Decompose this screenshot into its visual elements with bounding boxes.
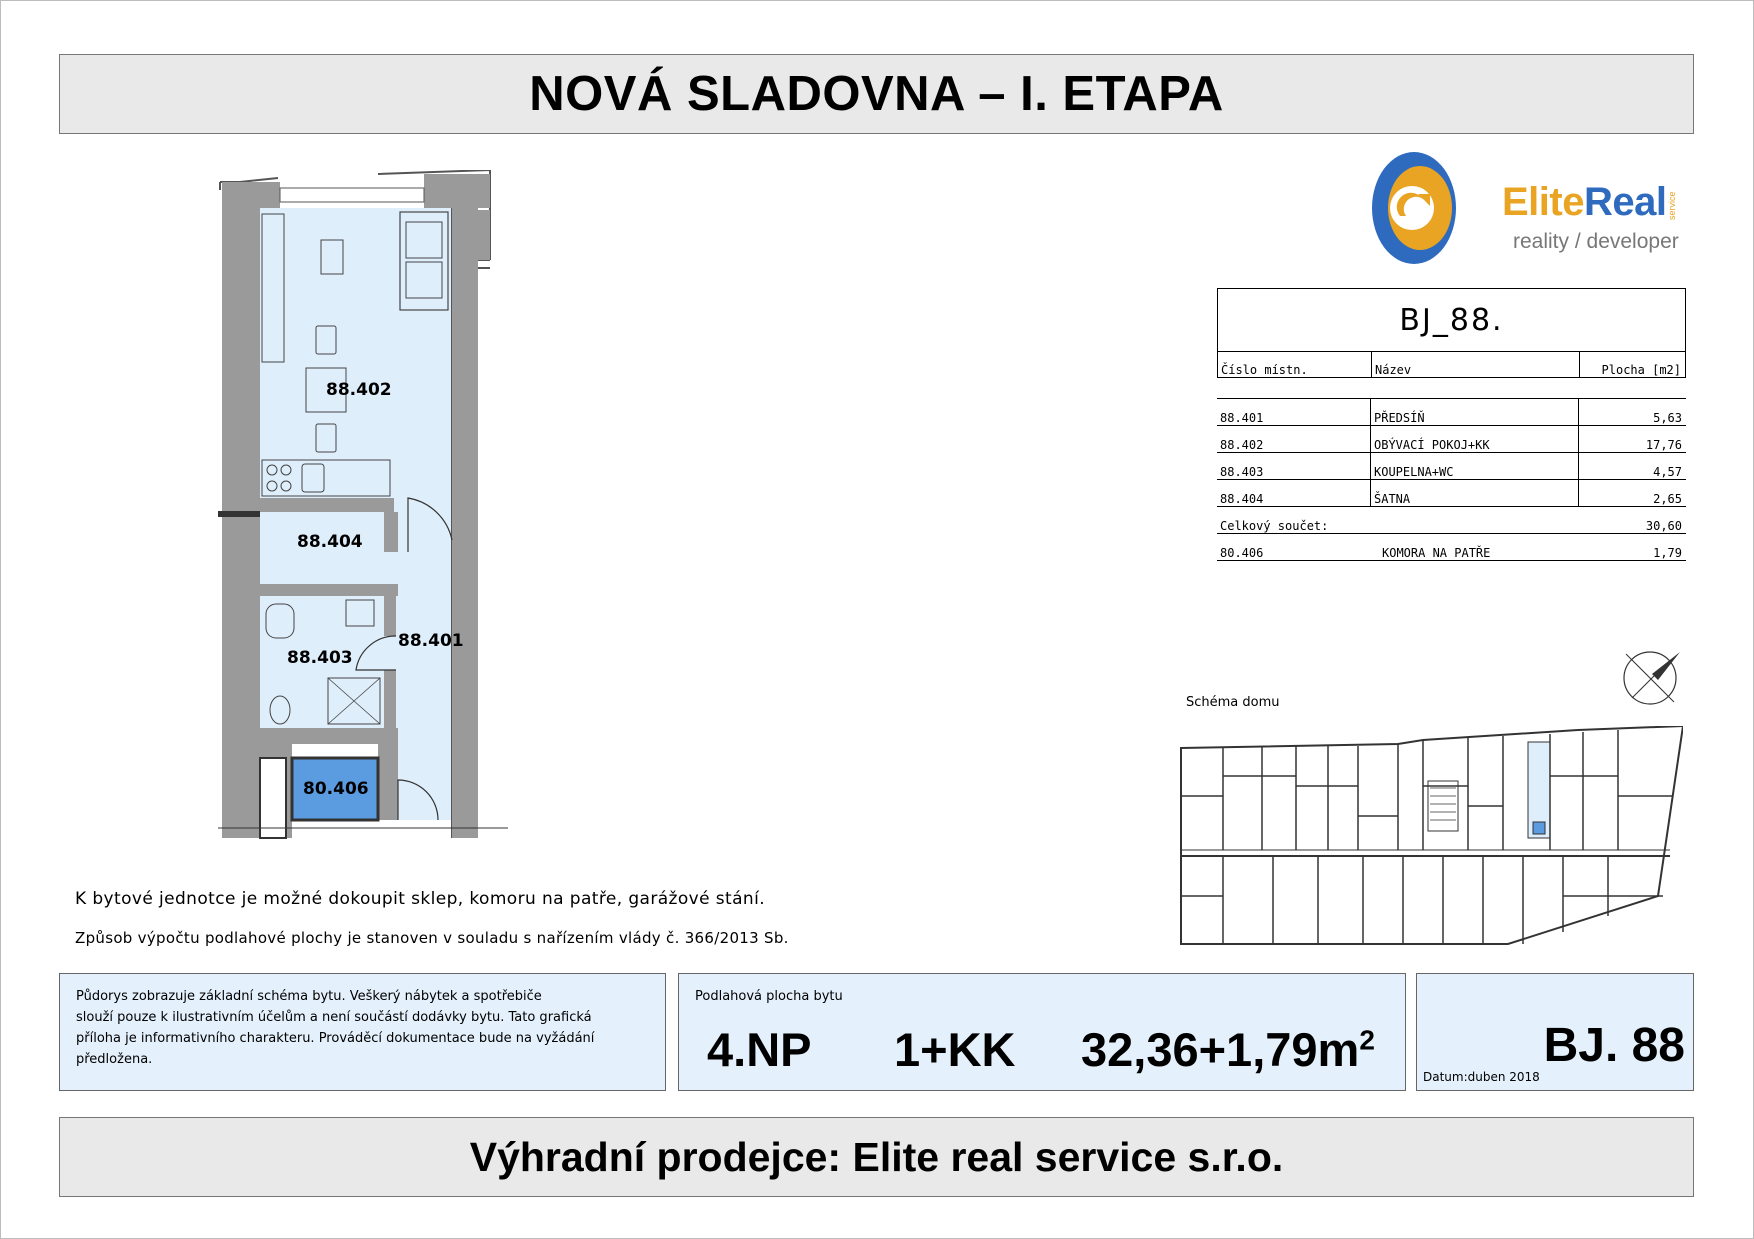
window: [280, 188, 424, 202]
row-number: 88.404: [1220, 492, 1264, 506]
room-label: 88.402: [326, 380, 392, 400]
table-row: [1217, 398, 1686, 426]
extra-row: [1217, 534, 1686, 561]
header-number: Číslo místn.: [1221, 363, 1308, 377]
room-label: 88.404: [297, 532, 363, 552]
north-wall-left: [222, 182, 280, 208]
room-table: [1217, 288, 1686, 561]
extra-name: KOMORA NA PATŘE: [1382, 546, 1491, 560]
disclaimer-text: [76, 986, 636, 1070]
locker: [260, 758, 286, 838]
row-number: 88.401: [1220, 411, 1264, 425]
page-title: NOVÁ SLADOVNA – I. ETAPA: [59, 54, 1694, 134]
elite-real-logo: [1368, 150, 1688, 270]
interior-wall-2: [384, 512, 398, 552]
interior-wall-6: [260, 728, 398, 744]
interior-wall-4: [384, 596, 396, 636]
disclaimer-line: předložena.: [76, 1052, 153, 1067]
logo-service: service: [1667, 191, 1677, 220]
east-stub: [478, 210, 490, 260]
disclaimer-line: Půdorys zobrazuje základní schéma bytu. Veškerý nábytek a spotřebiče: [76, 989, 542, 1004]
table-row: [1217, 426, 1686, 453]
room-label: 88.401: [398, 631, 464, 651]
row-name: KOUPELNA+WC: [1370, 453, 1578, 479]
exclusive-seller-footer: Výhradní prodejce: Elite real service s.r.o.: [59, 1117, 1694, 1197]
room-fill-88-402: [260, 208, 452, 498]
row-area: 4,57: [1578, 453, 1686, 479]
disclaimer-line: slouží pouze k ilustrativním účelům a není součástí dodávky bytu. Tato grafická: [76, 1010, 592, 1025]
row-name: PŘEDSÍŇ: [1370, 399, 1578, 425]
floor-area-label: Podlahová plocha bytu: [695, 989, 843, 1004]
interior-wall-1: [260, 498, 394, 512]
row-number: 88.403: [1220, 465, 1264, 479]
interior-wall-9: [378, 744, 398, 820]
unit-code: BJ. 88: [1543, 1019, 1685, 1072]
unit-box: [1416, 973, 1694, 1091]
total-area: 30,60: [1645, 519, 1682, 533]
date-label: Datum:duben 2018: [1423, 1070, 1540, 1084]
table-row: [1217, 480, 1686, 507]
purchase-note: K bytové jednotce je možné dokoupit sklep, komoru na patře, garážové stání.: [75, 889, 766, 909]
extra-number: 80.406: [1220, 546, 1264, 560]
row-area: 2,65: [1578, 480, 1686, 506]
row-area: 5,63: [1578, 399, 1686, 425]
calculation-note: Způsob výpočtu podlahové plochy je stanoven v souladu s nařízením vlády č. 366/2013 Sb.: [75, 929, 789, 947]
row-area: 17,76: [1578, 426, 1686, 452]
floor-plan: [218, 170, 508, 850]
header-name: Název: [1371, 352, 1579, 377]
interior-wall-8: [278, 744, 286, 748]
table-row: [1217, 453, 1686, 480]
east-wall: [452, 190, 478, 838]
logo-name: EliteReal: [1502, 180, 1667, 224]
north-arrow-icon: [1622, 650, 1682, 710]
interior-wall-5: [384, 670, 396, 728]
logo-emblem-icon: [1368, 150, 1460, 266]
disclaimer-line: příloha je informativního charakteru. Prováděcí dokumentace bude na vyžádání: [76, 1031, 595, 1046]
header-area: Plocha [m2]: [1579, 352, 1685, 377]
row-name: OBÝVACÍ POKOJ+KK: [1370, 426, 1578, 452]
unit-title: BJ_88.: [1217, 288, 1686, 352]
area-value: $32,36+1,79m^2$: [1081, 1023, 1375, 1076]
floor-value: 4.NP: [707, 1023, 812, 1076]
disclaimer-box: [59, 973, 666, 1091]
north-wall-right: [424, 174, 490, 208]
total-row: [1217, 507, 1686, 534]
table-header: [1217, 352, 1686, 378]
floor-area-box: [678, 973, 1406, 1091]
layout-value: 1+KK: [894, 1023, 1016, 1076]
row-number: 88.402: [1220, 438, 1264, 452]
schema-label: Schéma domu: [1186, 695, 1280, 710]
interior-wall-3: [260, 584, 398, 596]
building-schema: [1178, 726, 1683, 946]
room-label: 88.403: [287, 648, 353, 668]
logo-tagline: reality / developer: [1513, 230, 1679, 253]
extra-area: 1,79: [1653, 546, 1682, 560]
row-name: ŠATNA: [1370, 480, 1578, 506]
total-label: Celkový součet:: [1220, 519, 1329, 533]
room-label: 80.406: [303, 779, 369, 799]
